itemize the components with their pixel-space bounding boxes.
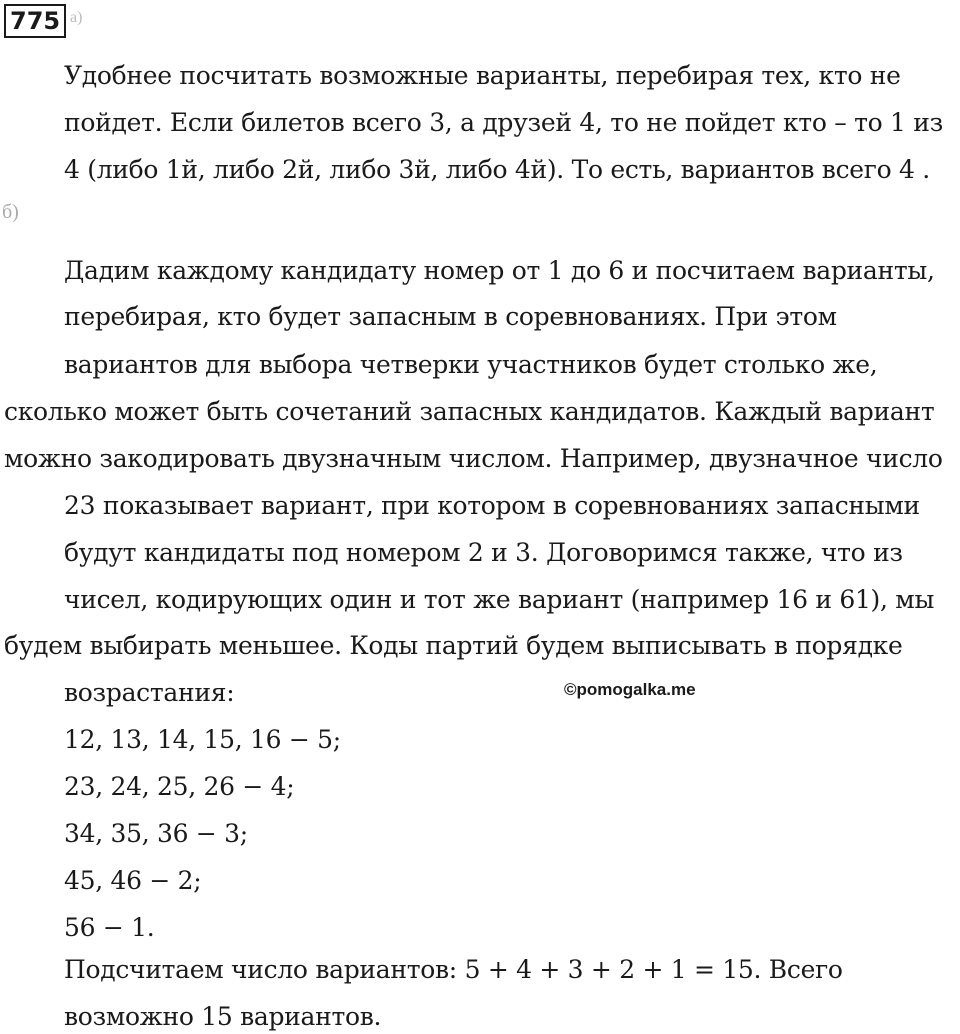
paragraph-line: 4 (либо 1й, либо 2й, либо 3й, либо 4й). То есть, вариантов всего 4 . xyxy=(64,155,930,184)
part-a-label: а) xyxy=(70,9,83,26)
paragraph-line: Удобнее посчитать возможные варианты, перебирая тех, кто не xyxy=(64,61,901,90)
code-list-line: 45, 46 − 2; xyxy=(64,866,202,895)
paragraph-line: будем выбирать меньшее. Коды партий будем выписывать в порядке xyxy=(4,631,903,660)
paragraph-line: чисел, кодирующих один и тот же вариант (например 16 и 61), мы xyxy=(64,585,935,614)
paragraph-line: возрастания: xyxy=(64,678,235,707)
paragraph-line: 23 показывает вариант, при котором в соревнованиях запасными xyxy=(64,491,920,520)
paragraph-line: перебирая, кто будет запасным в соревнованиях. При этом xyxy=(64,302,837,331)
problem-number-box: 775 xyxy=(4,4,66,38)
paragraph-line: возможно 15 вариантов. xyxy=(64,1002,382,1031)
paragraph-line: будут кандидаты под номером 2 и 3. Договоримся также, что из xyxy=(64,538,903,567)
code-list-line: 23, 24, 25, 26 − 4; xyxy=(64,772,295,801)
part-b-label: б) xyxy=(2,201,19,223)
watermark: ©pomogalka.me xyxy=(564,680,696,699)
paragraph-line: вариантов для выбора четверки участников будет столько же, xyxy=(64,350,878,379)
code-list-line: 56 − 1. xyxy=(64,913,155,942)
paragraph-line: сколько может быть сочетаний запасных кандидатов. Каждый вариант xyxy=(4,397,935,426)
paragraph-line: можно закодировать двузначным числом. Например, двузначное число xyxy=(4,444,943,473)
code-list-line: 34, 35, 36 − 3; xyxy=(64,819,248,848)
code-list-line: 12, 13, 14, 15, 16 − 5; xyxy=(64,725,341,754)
paragraph-line: Подсчитаем число вариантов: 5 + 4 + 3 + 2 + 1 = 15. Всего xyxy=(64,955,843,984)
paragraph-line: Дадим каждому кандидату номер от 1 до 6 и посчитаем варианты, xyxy=(64,256,935,285)
paragraph-line: пойдет. Если билетов всего 3, а друзей 4, то не пойдет кто – то 1 из xyxy=(64,108,943,137)
